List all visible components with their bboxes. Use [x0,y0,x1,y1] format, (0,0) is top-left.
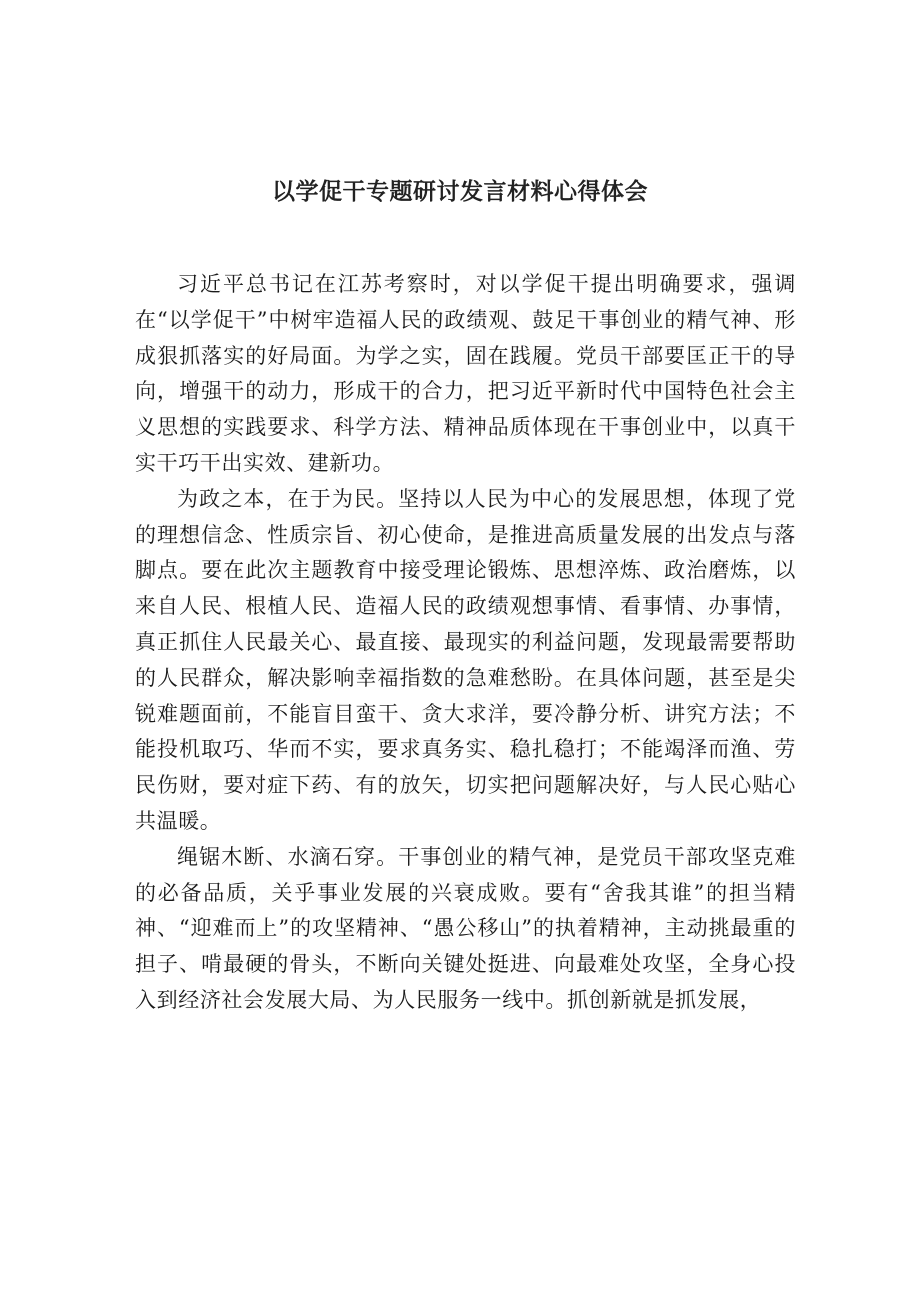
document-title: 以学促干专题研讨发言材料心得体会 [272,179,648,205]
paragraph-2: 为政之本，在于为民。坚持以人民为中心的发展思想，体现了党的理想信念、性质宗旨、初心使命，是推进高质量发展的出发点与落脚点。要在此次主题教育中接受理论锻炼、思想淬炼、政治磨炼，以来自人民、根植人民、造福人民的政绩观想事情、看事情、办事情，真正抓住人民最关心、最直接、最现实的利益问题，发现最需要帮助的人民群众，解决影响幸福指数的急难愁盼。在具体问题，甚至是尖锐难题面前，不能盲目蛮干、贪大求洋，要冷静分析、讲究方法；不能投机取巧、华而不实，要求真务实、稳扎稳打；不能竭泽而渔、劳民伤财，要对症下药、有的放矢，切实把问题解决好，与人民心贴心共温暖。 [135,486,796,833]
paragraph-1: 习近平总书记在江苏考察时，对以学促干提出明确要求，强调在“以学促干”中树牢造福人民的政绩观、鼓足干事创业的精气神、形成狠抓落实的好局面。为学之实，固在践履。党员干部要匡正干的导向，增强干的动力，形成干的合力，把习近平新时代中国特色社会主义思想的实践要求、科学方法、精神品质体现在干事创业中，以真干实干巧干出实效、建新功。 [135,272,796,475]
paragraph-3: 绳锯木断、水滴石穿。干事创业的精气神，是党员干部攻坚克难的必备品质，关乎事业发展的兴衰成败。要有“舍我其谁”的担当精神、“迎难而上”的攻坚精神、“愚公移山”的执着精神，主动挑最重的担子、啃最硬的骨头，不断向关键处挺进、向最难处攻坚，全身心投入到经济社会发展大局、为人民服务一线中。抓创新就是抓发展， [135,844,796,1012]
document-body [135,267,796,1019]
